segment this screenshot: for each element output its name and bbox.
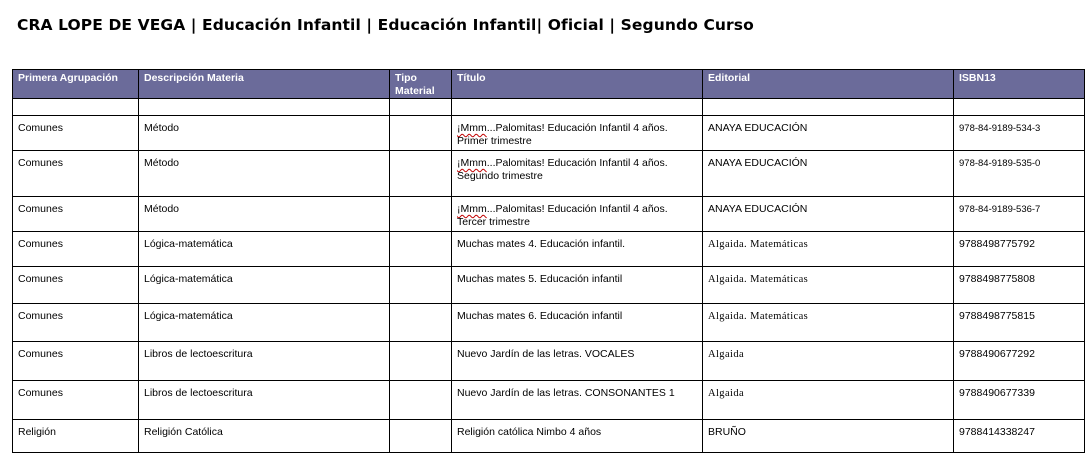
cell-agrupacion: Comunes — [13, 381, 139, 420]
cell-agrupacion: Comunes — [13, 267, 139, 304]
spellcheck-word: ¡Mmm — [457, 203, 487, 215]
cell-titulo: Nuevo Jardín de las letras. CONSONANTES 1 — [452, 381, 703, 420]
table-row — [13, 197, 1085, 232]
header-descripcion: Descripción Materia — [139, 70, 390, 99]
header-editorial: Editorial — [703, 70, 954, 99]
cell-agrupacion: Religión — [13, 420, 139, 453]
cell-titulo: Muchas mates 4. Educación infantil. — [452, 232, 703, 267]
cell-editorial: BRUÑO — [703, 420, 954, 453]
cell-titulo: Muchas mates 6. Educación infantil — [452, 304, 703, 342]
cell-isbn: 978-84-9189-535-0 — [954, 151, 1085, 197]
header-titulo: Título — [452, 70, 703, 99]
cell-editorial: Algaida. Matemáticas — [703, 267, 954, 304]
cell-isbn: 9788490677339 — [954, 381, 1085, 420]
cell-titulo — [452, 197, 703, 232]
header-agrupacion: Primera Agrupación — [13, 70, 139, 99]
table-row — [13, 151, 1085, 197]
cell-descripcion: Método — [139, 151, 390, 197]
cell-editorial: Algaida. Matemáticas — [703, 232, 954, 267]
cell-tipo — [390, 342, 452, 381]
cell-titulo — [452, 151, 703, 197]
empty-row — [13, 99, 1085, 116]
empty-cell — [703, 99, 954, 116]
spellcheck-word: ¡Mmm — [457, 122, 487, 134]
table-row — [13, 116, 1085, 151]
table-row — [13, 304, 1085, 342]
cell-descripcion: Lógica-matemática — [139, 304, 390, 342]
empty-cell — [954, 99, 1085, 116]
cell-descripcion: Libros de lectoescritura — [139, 342, 390, 381]
cell-editorial: Algaida. Matemáticas — [703, 304, 954, 342]
empty-cell — [452, 99, 703, 116]
header-tipo: Tipo Material — [390, 70, 452, 99]
spellcheck-word: ¡Mmm — [457, 157, 487, 169]
header-isbn: ISBN13 — [954, 70, 1085, 99]
cell-agrupacion: Comunes — [13, 342, 139, 381]
cell-descripcion: Método — [139, 116, 390, 151]
cell-descripcion: Lógica-matemática — [139, 232, 390, 267]
cell-editorial: ANAYA EDUCACIÓN — [703, 116, 954, 151]
cell-isbn: 978-84-9189-534-3 — [954, 116, 1085, 151]
cell-tipo — [390, 151, 452, 197]
table-row — [13, 232, 1085, 267]
cell-isbn: 9788498775808 — [954, 267, 1085, 304]
cell-descripcion: Religión Católica — [139, 420, 390, 453]
cell-agrupacion: Comunes — [13, 232, 139, 267]
cell-tipo — [390, 267, 452, 304]
table-header-row — [13, 70, 1085, 99]
cell-tipo — [390, 304, 452, 342]
textbook-table — [12, 69, 1085, 453]
cell-isbn: 9788498775815 — [954, 304, 1085, 342]
cell-titulo: Nuevo Jardín de las letras. VOCALES — [452, 342, 703, 381]
cell-agrupacion: Comunes — [13, 116, 139, 151]
cell-agrupacion: Comunes — [13, 151, 139, 197]
cell-isbn: 9788414338247 — [954, 420, 1085, 453]
empty-cell — [139, 99, 390, 116]
cell-tipo — [390, 116, 452, 151]
cell-titulo-text: ...Palomitas! Educación Infantil 4 años. Segundo trimestre — [457, 157, 668, 182]
cell-agrupacion: Comunes — [13, 304, 139, 342]
cell-editorial: Algaida — [703, 381, 954, 420]
cell-tipo — [390, 232, 452, 267]
table-row — [13, 342, 1085, 381]
empty-cell — [13, 99, 139, 116]
cell-titulo-text: ...Palomitas! Educación Infantil 4 años. Tercer trimestre — [457, 203, 668, 228]
cell-titulo: Muchas mates 5. Educación infantil — [452, 267, 703, 304]
cell-titulo-text: ...Palomitas! Educación Infantil 4 años. Primer trimestre — [457, 122, 668, 147]
cell-agrupacion: Comunes — [13, 197, 139, 232]
cell-isbn: 9788490677292 — [954, 342, 1085, 381]
cell-isbn: 9788498775792 — [954, 232, 1085, 267]
cell-descripcion: Libros de lectoescritura — [139, 381, 390, 420]
cell-titulo — [452, 116, 703, 151]
cell-descripcion: Lógica-matemática — [139, 267, 390, 304]
cell-editorial: ANAYA EDUCACIÓN — [703, 197, 954, 232]
cell-descripcion: Método — [139, 197, 390, 232]
cell-tipo — [390, 381, 452, 420]
cell-tipo — [390, 197, 452, 232]
cell-editorial: Algaida — [703, 342, 954, 381]
document-title: CRA LOPE DE VEGA | Educación Infantil | Educación Infantil| Oficial | Segundo Curso — [17, 16, 754, 34]
cell-tipo — [390, 420, 452, 453]
empty-cell — [390, 99, 452, 116]
cell-editorial: ANAYA EDUCACIÓN — [703, 151, 954, 197]
table-row — [13, 267, 1085, 304]
table-row — [13, 381, 1085, 420]
table-row — [13, 420, 1085, 453]
cell-isbn: 978-84-9189-536-7 — [954, 197, 1085, 232]
cell-titulo: Religión católica Nimbo 4 años — [452, 420, 703, 453]
